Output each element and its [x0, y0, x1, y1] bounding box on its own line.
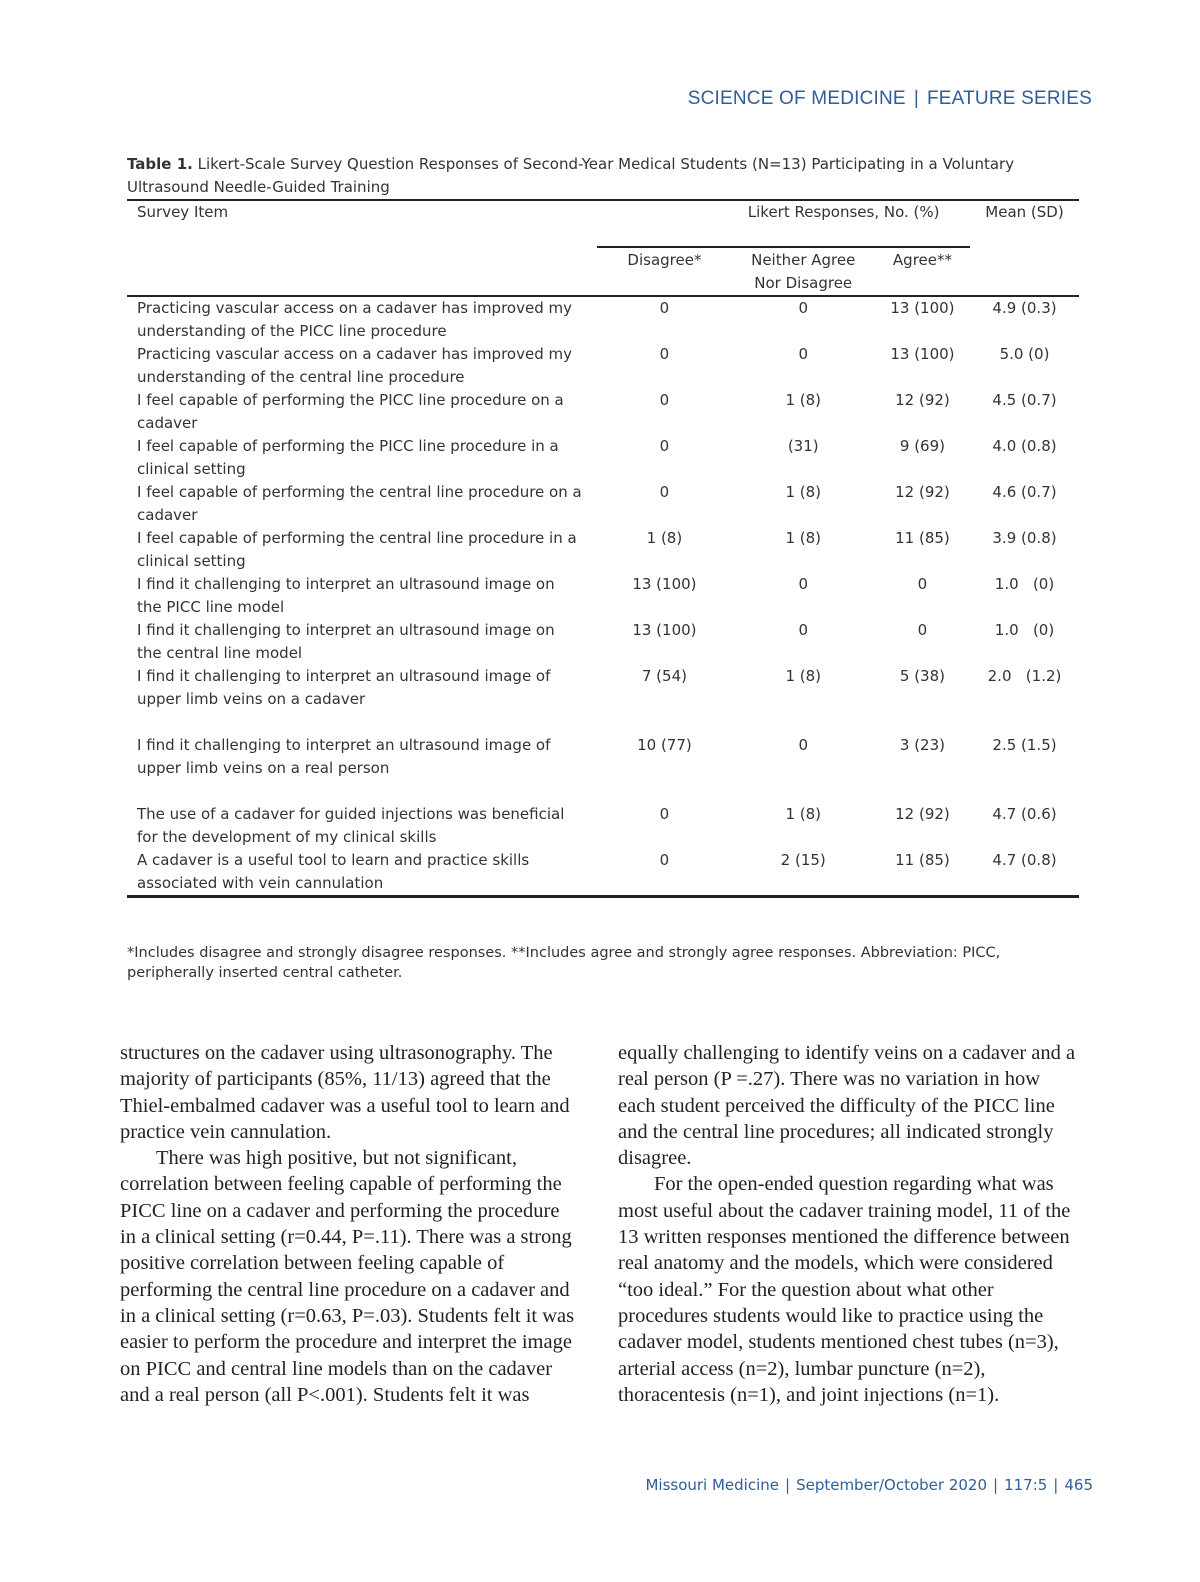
agree-cell: 11 (85) — [895, 529, 950, 547]
running-footer: Missouri Medicine | September/October 2020 | 117:5 | 465 — [645, 1476, 1093, 1494]
table-row — [127, 343, 1079, 389]
body-paragraph: There was high positive, but not significant, correlation between feeling capable of performing the PICC line on a cadaver and performing the procedure in a clinical setting (r=0.44, P=.11). There was a strong positive correlation between feeling capable of performing the central line procedure on a cadaver and in a clinical setting (r=0.63, P=.03). Students felt it was easier to perform the procedure and interpret the image on PICC and central line models than on the cadaver and a real person (all P<.001). Students felt it was — [120, 1147, 575, 1406]
disagree-cell: 10 (77) — [637, 736, 692, 754]
running-header — [688, 88, 1092, 110]
table-row — [127, 803, 1079, 849]
agree-cell: 9 (69) — [899, 437, 945, 455]
neither-cell: 1 (8) — [785, 391, 821, 409]
mean-sd-cell: 2.5 (1.5) — [992, 736, 1057, 754]
table-caption-text: Likert-Scale Survey Question Responses of Second-Year Medical Students (N=13) Participating in a Voluntary Ultrasound Needle-Guided Training — [127, 155, 1015, 196]
table-row — [127, 481, 1079, 527]
neither-cell: 0 — [798, 736, 808, 754]
survey-item-cell: The use of a cadaver for guided injections was beneficial for the development of my clinical skills — [137, 805, 565, 846]
neither-cell: 1 (8) — [785, 667, 821, 685]
footer-page-number: 465 — [1064, 1476, 1093, 1494]
col-header-likert: Likert Responses, No. (%) — [747, 203, 940, 221]
body-paragraph: structures on the cadaver using ultrasonography. The majority of participants (85%, 11/13) agreed that the Thiel-embalmed cadaver was a useful tool to learn and practice vein cannulation. — [120, 1042, 570, 1143]
agree-cell: 11 (85) — [895, 851, 950, 869]
header-separator: | — [913, 88, 919, 109]
mean-sd-cell: 4.5 (0.7) — [992, 391, 1057, 409]
agree-cell: 3 (23) — [899, 736, 945, 754]
table-row — [127, 734, 1079, 803]
table-footnote: *Includes disagree and strongly disagree responses. **Includes agree and strongly agree responses. Abbreviation: PICC, peripherally inserted central catheter. — [127, 945, 1001, 981]
body-column-right — [618, 1040, 1078, 1408]
survey-item-cell: I feel capable of performing the PICC line procedure on a cadaver — [137, 391, 564, 432]
neither-cell: 0 — [798, 621, 808, 639]
mean-sd-cell: 4.0 (0.8) — [992, 437, 1057, 455]
table-row — [127, 389, 1079, 435]
survey-item-cell: I find it challenging to interpret an ultrasound image of upper limb veins on a cadaver — [137, 667, 551, 708]
disagree-cell: 0 — [659, 805, 670, 823]
mean-sd-cell: 2.0 (1.2) — [987, 667, 1062, 685]
disagree-cell: 0 — [659, 345, 670, 363]
table-header-row — [127, 200, 1079, 247]
header-section: SCIENCE OF MEDICINE — [687, 88, 906, 109]
survey-item-cell: I find it challenging to interpret an ultrasound image on the central line model — [137, 621, 555, 662]
agree-cell: 12 (92) — [895, 391, 950, 409]
body-column-left — [120, 1040, 580, 1408]
survey-item-cell: I find it challenging to interpret an ultrasound image on the PICC line model — [137, 575, 555, 616]
table-row — [127, 527, 1079, 573]
agree-cell: 5 (38) — [899, 667, 945, 685]
survey-item-cell: Practicing vascular access on a cadaver has improved my understanding of the central line procedure — [137, 345, 572, 386]
mean-sd-cell: 4.9 (0.3) — [992, 299, 1057, 317]
col-header-neither: Neither Agree Nor Disagree — [732, 247, 875, 296]
footer-volume: 117:5 — [1004, 1476, 1048, 1494]
header-series: FEATURE SERIES — [926, 88, 1092, 109]
mean-sd-cell: 5.0 (0) — [999, 345, 1050, 363]
neither-cell: (31) — [787, 437, 819, 455]
mean-sd-cell: 1.0 (0) — [994, 621, 1055, 639]
survey-table — [127, 199, 1079, 898]
neither-cell: 0 — [798, 299, 808, 317]
agree-cell: 13 (100) — [890, 345, 955, 363]
disagree-cell: 0 — [659, 391, 670, 409]
table-row — [127, 849, 1079, 897]
col-header-agree: Agree** — [875, 247, 970, 296]
disagree-cell: 13 (100) — [632, 621, 697, 639]
disagree-cell: 13 (100) — [632, 575, 697, 593]
agree-cell: 12 (92) — [895, 805, 950, 823]
survey-item-cell: I find it challenging to interpret an ultrasound image of upper limb veins on a real person — [137, 736, 551, 777]
mean-sd-cell: 4.7 (0.8) — [992, 851, 1057, 869]
disagree-cell: 1 (8) — [646, 529, 683, 547]
footer-issue-date: September/October 2020 — [796, 1476, 987, 1494]
survey-item-cell: I feel capable of performing the central line procedure in a clinical setting — [137, 529, 577, 570]
agree-cell: 0 — [917, 621, 928, 639]
disagree-cell: 0 — [659, 437, 670, 455]
mean-sd-cell: 4.6 (0.7) — [992, 483, 1057, 501]
neither-cell: 1 (8) — [785, 529, 821, 547]
survey-item-cell: I feel capable of performing the central line procedure on a cadaver — [137, 483, 582, 524]
mean-sd-cell: 4.7 (0.6) — [992, 805, 1057, 823]
footer-journal: Missouri Medicine — [645, 1476, 779, 1494]
col-header-item: Survey Item — [137, 203, 229, 221]
agree-cell: 0 — [917, 575, 928, 593]
neither-cell: 0 — [798, 345, 808, 363]
table-row — [127, 435, 1079, 481]
mean-sd-cell: 1.0 (0) — [994, 575, 1055, 593]
survey-item-cell: I feel capable of performing the PICC line procedure in a clinical setting — [137, 437, 559, 478]
agree-cell: 13 (100) — [890, 299, 955, 317]
table-row — [127, 665, 1079, 734]
survey-item-cell: Practicing vascular access on a cadaver has improved my understanding of the PICC line procedure — [137, 299, 572, 340]
body-paragraph: For the open-ended question regarding what was most useful about the cadaver training model, 11 of the 13 written responses mentioned the difference between real anatomy and the models, which were considered “too ideal.” For the question about what other procedures students would like to practice using the cadaver model, students mentioned chest tubes (n=3), arterial access (n=2), lumbar puncture (n=2), thoracentesis (n=1), and joint injections (n=1). — [618, 1173, 1071, 1406]
col-header-mean: Mean (SD) — [985, 203, 1064, 221]
table-row — [127, 573, 1079, 619]
mean-sd-cell: 3.9 (0.8) — [992, 529, 1057, 547]
disagree-cell: 0 — [659, 483, 670, 501]
neither-cell: 0 — [798, 575, 808, 593]
body-paragraph: equally challenging to identify veins on a cadaver and a real person (P =.27). There was no variation in how each student perceived the difficulty of the PICC line and the central line procedures; all indicated strongly disagree. — [618, 1042, 1076, 1170]
col-header-disagree: Disagree* — [597, 247, 731, 296]
table-label: Table 1. — [127, 155, 193, 173]
agree-cell: 12 (92) — [895, 483, 950, 501]
disagree-cell: 0 — [659, 851, 670, 869]
disagree-cell: 7 (54) — [641, 667, 687, 685]
disagree-cell: 0 — [659, 299, 670, 317]
table-row — [127, 619, 1079, 665]
survey-item-cell: A cadaver is a useful tool to learn and practice skills associated with vein cannulation — [137, 851, 530, 892]
neither-cell: 1 (8) — [785, 805, 821, 823]
table-row — [127, 296, 1079, 343]
table-subheader-row — [127, 247, 1079, 296]
neither-cell: 1 (8) — [785, 483, 821, 501]
table-body — [127, 296, 1079, 897]
table-caption — [127, 153, 1077, 199]
neither-cell: 2 (15) — [780, 851, 826, 869]
